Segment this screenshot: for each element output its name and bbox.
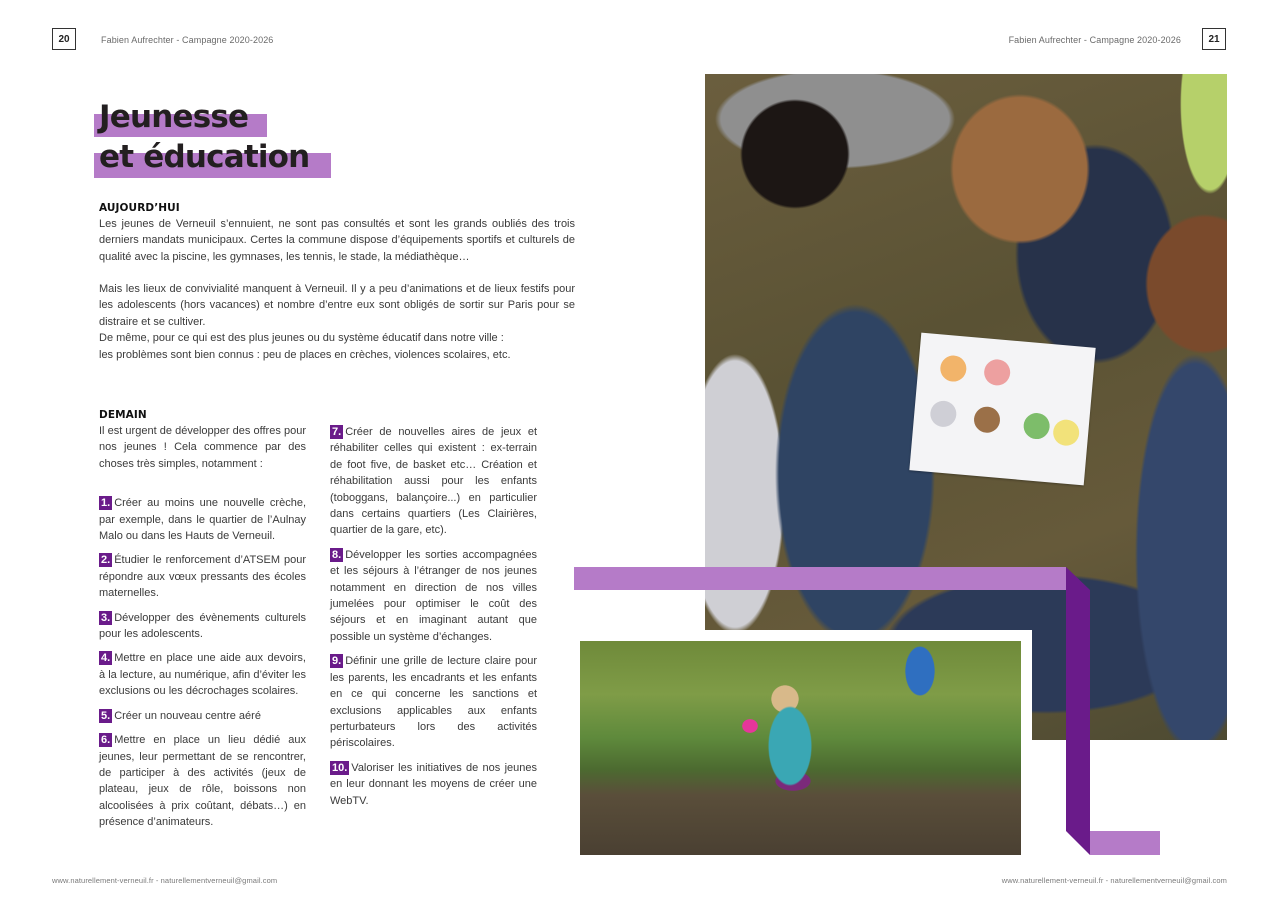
decorative-purple-bar — [574, 567, 1066, 590]
item-number: 6. — [101, 734, 111, 747]
item-number: 10. — [332, 761, 348, 774]
list-item: 5. Créer un nouveau centre aéré — [101, 709, 261, 722]
decorative-purple-vertical — [1066, 567, 1090, 855]
item-number: 7. — [332, 426, 342, 438]
item-number: 4. — [101, 652, 111, 665]
right-running-head: Fabien Aufrechter - Campagne 2020-2026 — [1008, 35, 1181, 45]
list-item: 6. Mettre en place un lieu dédié aux jeunes, leur permettant de se rencontrer, de participer à des activités (jeux de plateau, jeux de rôle, boissons non alcoolisées à prix coûtant, débats…) en présence d’animateurs. — [99, 734, 306, 829]
footer-left: www.naturellement-verneuil.fr - naturellementverneuil@gmail.com — [52, 876, 278, 885]
section-heading-today: AUJOURD’HUI — [99, 202, 180, 214]
item-number: 5. — [101, 709, 111, 722]
item-number: 8. — [332, 548, 342, 561]
item-number: 2. — [101, 554, 111, 567]
today-paragraph-2: Mais les lieux de convivialité manquent à Verneuil. Il y a peu d’animations et de lieux festifs pour les adolescents (hors vacances) et nombre d’entre eux sont obligés de sortir sur Paris pour se distraire et se cultiver. — [99, 283, 575, 328]
list-item: 9. Définir une grille de lecture claire pour les parents, les encadrants et les enfants en ce qui concerne les sanctions et exclusions applicables aux enfants perturbateurs lors des activités périscolaires. — [330, 655, 537, 750]
right-page-number: 21 — [1202, 28, 1226, 50]
color-card — [909, 333, 1095, 486]
item-number: 3. — [101, 611, 111, 624]
today-paragraph-1: Les jeunes de Verneuil s’ennuient, ne sont pas consultés et sont les grands oubliés des trois derniers mandats municipaux. Certes la commune dispose d’équipements sportifs et culturels de qualité avec la piscine, les gymnases, les tennis, le stade, la médiathèque… — [99, 218, 575, 263]
list-item: 3. Développer des évènements culturels pour les adolescents. — [99, 611, 306, 641]
left-running-head: Fabien Aufrechter - Campagne 2020-2026 — [101, 35, 274, 45]
list-item: 10. Valoriser les initiatives de nos jeunes en leur donnant les moyens de créer une WebTV. — [330, 761, 537, 807]
item-number: 9. — [332, 655, 342, 668]
list-item: 2. Étudier le renforcement d’ATSEM pour répondre aux vœux pressants des écoles maternelles. — [99, 554, 306, 600]
list-item: 8. Développer les sorties accompagnées et les séjours à l’étranger de nos jeunes notamment en direction de nos villes jumelées pour optimiser le coût des séjours et en imaginant autant que possible un système d’échanges. — [330, 548, 537, 643]
footer-right: www.naturellement-verneuil.fr - naturellementverneuil@gmail.com — [1001, 876, 1227, 885]
title-line-1: Jeunesse — [99, 99, 249, 135]
left-page-number: 20 — [52, 28, 76, 50]
tomorrow-column-right — [330, 424, 537, 817]
today-paragraph-3b: les problèmes sont bien connus : peu de places en crèches, violences scolaires, etc. — [99, 349, 511, 361]
item-number: 1. — [101, 497, 111, 510]
decorative-purple-foot — [1090, 831, 1160, 855]
title-line-2: et éducation — [99, 139, 310, 175]
child-watering-garden-photo — [580, 641, 1021, 855]
list-item: 7. Créer de nouvelles aires de jeux et réhabiliter celles qui existent : ex-terrain de foot five, de basket etc… Création et réhabilitation aussi pour les enfants (toboggans, balançoire...) en particulier dans certains quartiers (Les Clairières, quartier de la gare, etc). — [330, 426, 537, 537]
today-paragraph-3a: De même, pour ce qui est des plus jeunes ou du système éducatif dans notre ville : — [99, 332, 504, 344]
tomorrow-intro: Il est urgent de développer des offres pour nos jeunes ! Cela commence par des choses très simples, notamment : — [99, 425, 306, 470]
page-title — [94, 98, 309, 178]
list-item: 1. Créer au moins une nouvelle crèche, par exemple, dans le quartier de l’Aulnay Malo ou dans les Hauts de Verneuil. — [99, 497, 306, 543]
tomorrow-column-left — [99, 423, 306, 839]
list-item: 4. Mettre en place une aide aux devoirs, à la lecture, au numérique, afin d’éviter les exclusions ou les décrochages scolaires. — [99, 652, 306, 698]
section-heading-tomorrow: DEMAIN — [99, 409, 147, 421]
